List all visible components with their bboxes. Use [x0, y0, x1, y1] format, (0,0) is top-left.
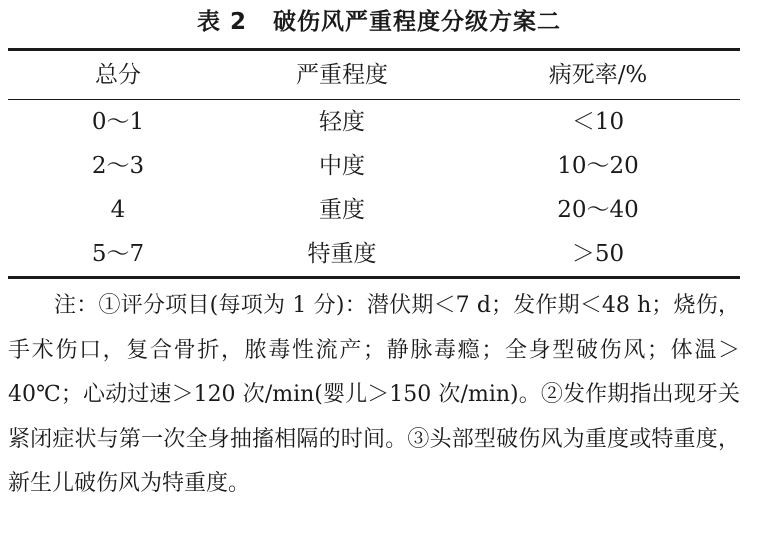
- cell-severity: 轻度: [319, 109, 365, 135]
- table-row: [8, 232, 740, 276]
- cell-total-score: 5～7: [91, 241, 145, 267]
- cell-mortality: ＜10: [571, 109, 625, 135]
- table-title: 破伤风严重程度分级方案二: [273, 9, 561, 35]
- cell-mortality: 10～20: [557, 153, 639, 179]
- table-row: [8, 188, 740, 232]
- cell-total-score: 2～3: [91, 153, 145, 179]
- table-row: [8, 144, 740, 188]
- cell-mortality: ＞50: [571, 241, 625, 267]
- table-footnote: 注：①评分项目(每项为 1 分)：潜伏期＜7 d；发作期＜48 h；烧伤，手术伤口，复合骨折，脓毒性流产；静脉毒瘾；全身型破伤风；体温＞40℃；心动过速＞120 次/min(婴儿＞150 次/min)。②发作期指出现牙关紧闭症状与第一次全身抽搐相隔的时间。③头部型破伤风为重度或特重度，新生儿破伤风为特重度。: [8, 293, 740, 496]
- cell-severity: 中度: [319, 153, 365, 179]
- cell-total-score: 4: [110, 197, 126, 223]
- table-number: 表 2: [196, 9, 247, 35]
- table-row: [8, 100, 740, 144]
- header-total-score: 总分: [95, 62, 141, 88]
- table-header-row: [8, 56, 740, 94]
- table-top-rule: [8, 48, 740, 51]
- cell-severity: 特重度: [307, 241, 377, 267]
- cell-total-score: 0～1: [91, 109, 145, 135]
- header-severity: 严重程度: [296, 62, 388, 88]
- table-caption: [0, 6, 758, 38]
- cell-mortality: 20～40: [557, 197, 639, 223]
- cell-severity: 重度: [319, 197, 365, 223]
- table-bottom-rule: [8, 276, 740, 279]
- header-mortality: 病死率/%: [548, 62, 648, 88]
